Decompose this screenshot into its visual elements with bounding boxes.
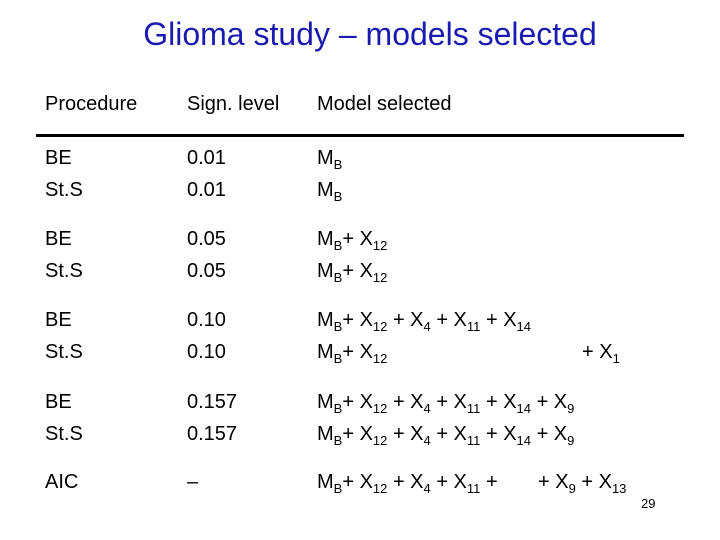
row-sign-level: 0.01 xyxy=(187,147,226,169)
row-procedure: St.S xyxy=(45,423,83,445)
row-procedure: BE xyxy=(45,228,72,250)
row-model-selected: $M_B+ X_{12} + X_4 + X_{11}$ + xyxy=(317,471,498,496)
row-sign-level: 0.157 xyxy=(187,391,238,413)
row-sign-level: – xyxy=(187,471,199,493)
row-sign-level: 0.10 xyxy=(187,341,226,363)
row-procedure: St.S xyxy=(45,341,83,363)
row-model-selected: $M_B+ X_{12}$ xyxy=(317,260,388,285)
row-procedure: St.S xyxy=(45,260,83,282)
row-sign-level: 0.10 xyxy=(187,309,226,331)
row-model-selected: $M_B$ xyxy=(317,179,343,204)
row-procedure: BE xyxy=(45,147,72,169)
row-model-selected: $M_B+ X_{12}$ xyxy=(317,228,388,253)
row-model-extra-terms: + $X_9 + X_{13}$ xyxy=(538,471,627,496)
header-procedure: Procedure xyxy=(45,93,138,115)
row-sign-level: 0.01 xyxy=(187,179,226,201)
header-model-selected: Model selected xyxy=(317,93,452,115)
row-model-selected: $M_B+ X_{12} + X_4 + X_{11} + X_{14}$ xyxy=(317,309,532,334)
row-model-selected: $M_B+ X_{12} + X_4 + X_{11} + X_{14} + X_9$ xyxy=(317,391,575,416)
row-sign-level: 0.157 xyxy=(187,423,238,445)
row-procedure: AIC xyxy=(45,471,79,493)
row-sign-level: 0.05 xyxy=(187,260,226,282)
header-rule xyxy=(36,134,684,137)
row-model-selected: $M_B+ X_{12}$ xyxy=(317,341,388,366)
row-procedure: BE xyxy=(45,309,72,331)
row-model-selected: $M_B$ xyxy=(317,147,343,172)
header-sign-level: Sign. level xyxy=(187,93,280,115)
page-number: 29 xyxy=(641,496,656,511)
row-model-extra-terms: + $X_1$ xyxy=(582,341,620,366)
row-sign-level: 0.05 xyxy=(187,228,226,250)
slide-title: Glioma study – models selected xyxy=(143,16,597,52)
row-procedure: St.S xyxy=(45,179,83,201)
row-model-selected: $M_B+ X_{12} + X_4 + X_{11} + X_{14} + X_9$ xyxy=(317,423,575,448)
row-procedure: BE xyxy=(45,391,72,413)
